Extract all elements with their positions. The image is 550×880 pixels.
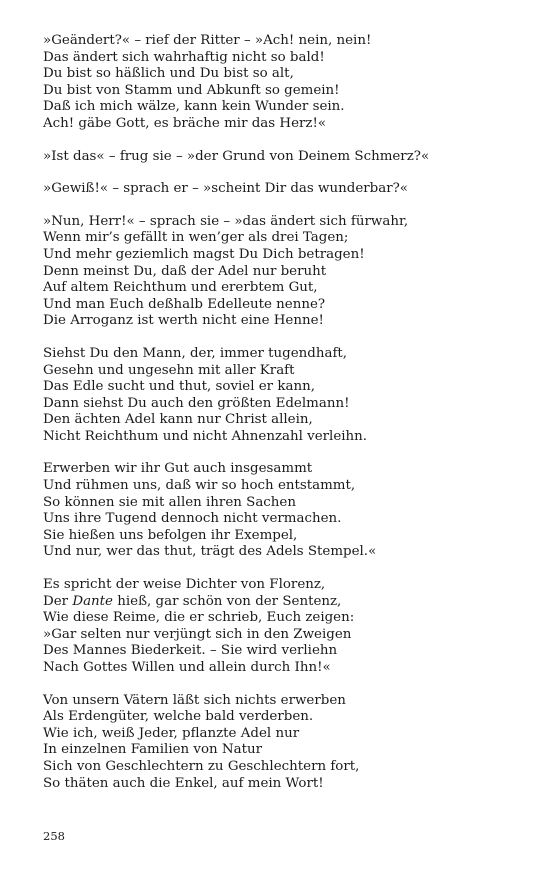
verse-line: So thäten auch die Enkel, auf mein Wort! (43, 775, 324, 791)
verse-line: »Ist das« – frug sie – »der Grund von Deinem Schmerz?« (43, 148, 430, 164)
verse-line-dante (43, 594, 513, 611)
verse-line: »Gar selten nur verjüngt sich in den Zweigen (43, 626, 352, 642)
verse-line: Auf altem Reichthum und ererbtem Gut, (43, 280, 318, 296)
verse-line: Siehst Du den Mann, der, immer tugendhaft, (43, 345, 348, 361)
verse-line: Wie ich, weiß Jeder, pflanzte Adel nur (43, 725, 300, 741)
verse-line: Die Arroganz ist werth nicht eine Henne! (43, 313, 324, 329)
verse-line: Wie diese Reime, die er schrieb, Euch zeigen: (43, 610, 355, 626)
verse-line: Und rühmen uns, daß wir so hoch entstammt, (43, 478, 356, 494)
verse-line: Und mehr geziemlich magst Du Dich betragen! (43, 246, 365, 262)
stanza-8 (43, 693, 513, 793)
verse-line: Das ändert sich wahrhaftig nicht so bald! (43, 49, 325, 65)
verse-line: Den ächten Adel kann nur Christ allein, (43, 412, 313, 428)
dante-name: Dante (72, 593, 113, 609)
stanza-1 (43, 33, 513, 133)
verse-line: Ach! gäbe Gott, es bräche mir das Herz!« (43, 115, 327, 131)
verse-line: Das Edle sucht und thut, soviel er kann, (43, 379, 315, 395)
stanza-3 (43, 181, 513, 198)
dante-line-after: hieß, gar schön von der Sentenz, (112, 593, 342, 609)
verse-line: Es spricht der weise Dichter von Florenz, (43, 577, 326, 593)
dante-line-before: Der (43, 593, 73, 609)
stanza-2 (43, 149, 513, 166)
verse-line: »Nun, Herr!« – sprach sie – »das ändert sich fürwahr, (43, 213, 409, 229)
verse-line: Des Mannes Biederkeit. – Sie wird verliehn (43, 643, 338, 659)
verse-line: Wenn mir’s gefällt in wen’ger als drei Tagen; (43, 230, 349, 246)
verse-line: »Geändert?« – rief der Ritter – »Ach! nein, nein! (43, 33, 372, 48)
stanza-6 (43, 461, 513, 561)
verse-line: Gesehn und ungesehn mit aller Kraft (43, 362, 295, 378)
verse-line: Nach Gottes Willen und allein durch Ihn!« (43, 660, 331, 675)
stanza-7 (43, 577, 513, 677)
verse-line: Und nur, wer das thut, trägt des Adels Stempel.« (43, 544, 377, 560)
verse-line: Du bist so häßlich und Du bist so alt, (43, 66, 294, 82)
stanza-5 (43, 346, 513, 446)
verse-line: So können sie mit allen ihren Sachen (43, 494, 296, 510)
verse-line: Als Erdengüter, welche bald verderben. (43, 709, 314, 725)
verse-line: Erwerben wir ihr Gut auch insgesammt (43, 461, 313, 477)
verse-line: Und man Euch deßhalb Edelleute nenne? (43, 296, 326, 312)
verse-line: »Gewiß!« – sprach er – »scheint Dir das wunderbar?« (43, 181, 408, 197)
page-number: 258 (43, 829, 65, 843)
poem-text (43, 33, 513, 808)
stanza-4 (43, 214, 513, 330)
verse-line: Uns ihre Tugend dennoch nicht vermachen. (43, 511, 342, 527)
verse-line: Denn meinst Du, daß der Adel nur beruht (43, 263, 327, 279)
verse-line: Nicht Reichthum und nicht Ahnenzahl verleihn. (43, 428, 368, 444)
verse-line: Du bist von Stamm und Abkunft so gemein! (43, 82, 340, 98)
verse-line: Daß ich mich wälze, kann kein Wunder sein. (43, 99, 345, 115)
verse-line: Sie hießen uns befolgen ihr Exempel, (43, 527, 298, 543)
verse-line: In einzelnen Familien von Natur (43, 742, 263, 758)
verse-line: Von unsern Vätern läßt sich nichts erwerben (43, 692, 346, 708)
verse-line: Sich von Geschlechtern zu Geschlechtern fort, (43, 758, 360, 774)
verse-line: Dann siehst Du auch den größten Edelmann! (43, 395, 350, 411)
